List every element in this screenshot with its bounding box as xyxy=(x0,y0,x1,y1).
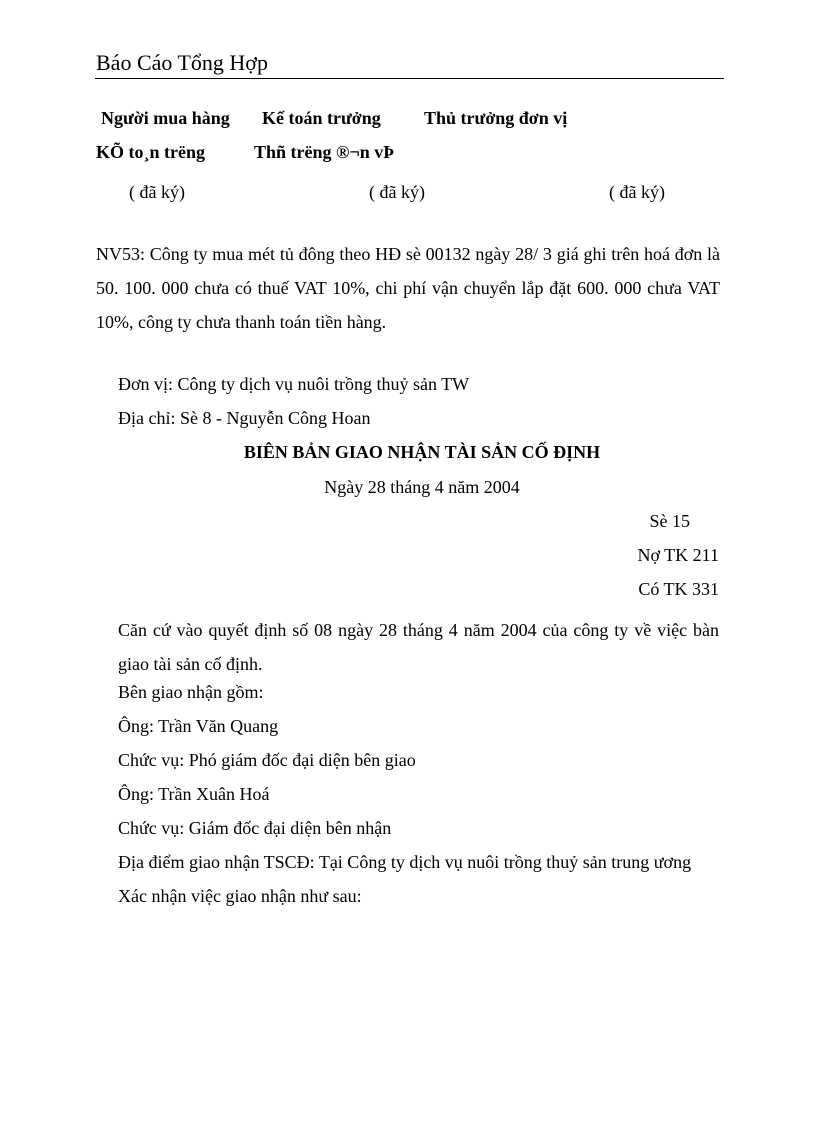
deliverer-position: Chức vụ: Phó giám đốc đại diện bên giao xyxy=(118,750,416,770)
signed-note-buyer: ( đã ký) xyxy=(129,182,185,202)
unit-address: Địa chỉ: Sè 8 - Nguyễn Công Hoan xyxy=(118,408,371,428)
unit-name: Đơn vị: Công ty dịch vụ nuôi trồng thuỷ sản TW xyxy=(118,374,470,394)
garbled-role-unit-head: Thñ trëng ®¬n vÞ xyxy=(254,142,395,162)
garbled-role-chief-accountant: KÕ to¸n trëng xyxy=(96,142,205,162)
handover-location: Địa điểm giao nhận TSCĐ: Tại Công ty dịch vụ nuôi trồng thuỷ sản trung ương xyxy=(118,852,692,872)
debit-account: Nợ TK 211 xyxy=(637,545,719,565)
credit-account: Có TK 331 xyxy=(638,579,719,599)
document-number: Sè 15 xyxy=(649,511,690,531)
receiver-position: Chức vụ: Giám đốc đại diện bên nhận xyxy=(118,818,392,838)
receiver-name: Ông: Trần Xuân Hoá xyxy=(118,784,270,804)
page-header-title: Báo Cáo Tổng Hợp xyxy=(96,50,268,75)
signed-note-unit-head: ( đã ký) xyxy=(609,182,665,202)
signature-role-chief-accountant: Kế toán trưởng xyxy=(262,108,381,128)
document-date: Ngày 28 tháng 4 năm 2004 xyxy=(324,477,520,497)
signature-role-buyer: Người mua hàng xyxy=(101,108,230,128)
deliverer-name: Ông: Trần Văn Quang xyxy=(118,716,279,736)
signature-role-unit-head: Thủ trưởng đơn vị xyxy=(424,108,568,128)
basis-paragraph: Căn cứ vào quyết định số 08 ngày 28 tháng 4 năm 2004 của công ty về việc bàn giao tài sản cố định. xyxy=(118,620,719,674)
document-title: BIÊN BẢN GIAO NHẬN TÀI SẢN CỐ ĐỊNH xyxy=(243,442,601,462)
signed-note-chief-accountant: ( đã ký) xyxy=(369,182,425,202)
confirmation-heading: Xác nhận việc giao nhận như sau: xyxy=(118,886,362,906)
header-rule xyxy=(95,78,724,79)
transaction-paragraph: NV53: Công ty mua mét tủ đông theo HĐ sè 00132 ngày 28/ 3 giá ghi trên hoá đơn là 50. 100. 000 chưa có thuế VAT 10%, chi phí vận chuyển lắp đặt 600. 000 chưa VAT 10%, công ty chưa thanh toán tiền hàng. xyxy=(96,244,720,332)
parties-heading: Bên giao nhận gồm: xyxy=(118,682,264,702)
